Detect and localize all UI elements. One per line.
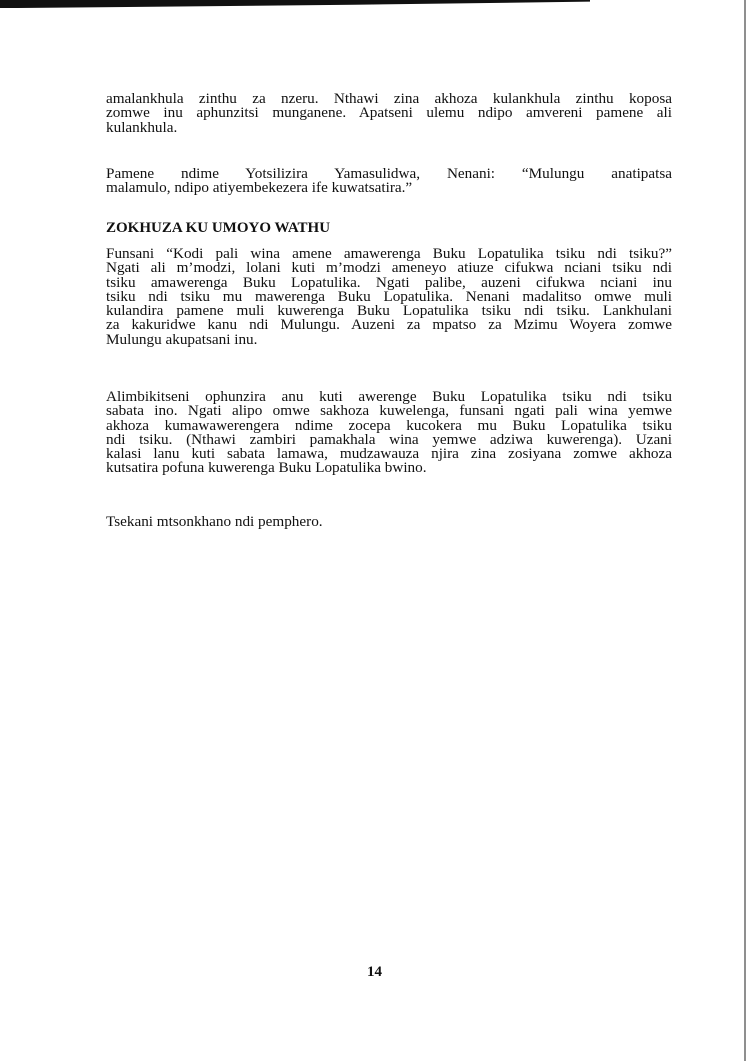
text-line: ndi tsiku. (Nthawi zambiri pamakhala wina yemwe adziwa kuwerenga). Uzani <box>106 430 672 448</box>
text-line: Alimbikitseni ophunzira anu kuti awerenge Buku Lopatulika tsiku ndi tsiku <box>106 388 672 405</box>
text-line: Funsani “Kodi pali wina amene amawerenga Buku Lopatulika tsiku ndi tsiku?” <box>106 245 672 262</box>
page-number: 14 <box>367 964 382 980</box>
text-line: Tsekani mtsonkhano ndi pemphero. <box>106 513 323 530</box>
section-heading: ZOKHUZA KU UMOYO WATHU <box>106 220 331 236</box>
text-line: akhoza kumawawerengera ndime zocepa kucokera mu Buku Lopatulika tsiku <box>106 416 672 434</box>
text-line: kulandira pamene muli kuwerenga Buku Lopatulika tsiku ndi tsiku. Lankhulani <box>106 302 672 320</box>
text-line: kalasi lanu kuti sabata lamawa, mudzawauza njira zina zosiyana zomwe akhoza <box>106 445 672 463</box>
text-line: zomwe inu aphunzitsi munganene. Apatseni ulemu ndipo amvereni pamene ali <box>106 104 672 122</box>
text-line: tsiku ndi tsiku mu mawerenga Buku Lopatulika. Nenani madalitso omwe muli <box>106 287 672 305</box>
paragraph-3 <box>106 247 672 347</box>
text-line: kulankhula. <box>106 118 178 136</box>
text-line: kutsatira pofuna kuwerenga Buku Lopatulika bwino. <box>106 459 427 477</box>
paragraph-1 <box>106 92 672 135</box>
text-line: tsiku amawerenga Buku Lopatulika. Ngati palibe, auzeni cifukwa nciani inu <box>106 273 672 291</box>
scan-page-edge <box>744 0 746 1061</box>
text-line: Mulungu akupatsani inu. <box>106 330 258 348</box>
text-line: Ngati ali m’modzi, lolani kuti m’modzi ameneyo atiuze cifukwa nciani tsiku ndi <box>106 259 672 277</box>
text-line: amalankhula zinthu za nzeru. Nthawi zina akhoza kulankhula zinthu koposa <box>106 90 672 107</box>
paragraph-2 <box>106 167 672 196</box>
text-line: sabata ino. Ngati alipo omwe sakhoza kuwelenga, funsani ngati pali wina yemwe <box>106 402 672 420</box>
text-line: malamulo, ndipo atiyembekezera ife kuwatsatira.” <box>106 179 413 197</box>
scan-edge-bar <box>0 0 590 8</box>
paragraph-4 <box>106 390 672 476</box>
text-line: za kakuridwe kanu ndi Mulungu. Auzeni za mpatso za Mzimu Woyera zomwe <box>106 316 672 334</box>
paragraph-5 <box>106 515 672 529</box>
text-line: Pamene ndime Yotsilizira Yamasulidwa, Nenani: “Mulungu anatipatsa <box>106 165 672 182</box>
